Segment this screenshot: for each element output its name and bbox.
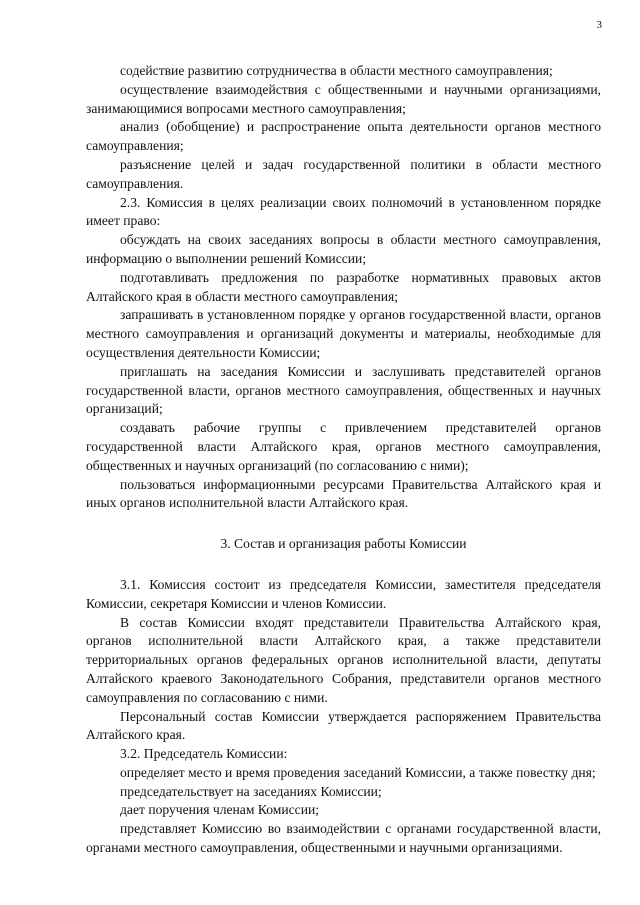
page-number: 3 <box>596 19 602 31</box>
paragraph: 3.1. Комиссия состоит из председателя Комиссии, заместителя председателя Комиссии, секретаря Комиссии и членов Комиссии. <box>86 576 601 611</box>
paragraph: создавать рабочие группы с привлечением представителей органов государственной власти Алтайского края, органов местного самоуправления, общественных и научных организаций (по согласованию с ними); <box>86 420 601 473</box>
paragraph: дает поручения членам Комиссии; <box>120 802 320 818</box>
paragraph: 2.3. Комиссия в целях реализации своих полномочий в установленном порядке имеет право: <box>86 194 601 229</box>
paragraph: осуществление взаимодействия с общественными и научными организациями, занимающимися вопросами местного самоуправления; <box>86 81 601 116</box>
paragraph: Персональный состав Комиссии утверждается распоряжением Правительства Алтайского края. <box>86 708 601 743</box>
paragraph: содействие развитию сотрудничества в области местного самоуправления; <box>120 63 553 78</box>
paragraph: разъяснение целей и задач государственной политики в области местного самоуправления. <box>86 156 601 191</box>
paragraph: подготавливать предложения по разработке нормативных правовых актов Алтайского края в области местного самоуправления; <box>86 269 601 304</box>
paragraph: 3.2. Председатель Комиссии: <box>120 746 288 762</box>
paragraph: председательствует на заседаниях Комиссии; <box>120 783 382 799</box>
paragraph: представляет Комиссию во взаимодействии с органами государственной власти, органами местного самоуправления, общественными и научными организациями. <box>86 821 601 856</box>
paragraph: анализ (обобщение) и распространение опыта деятельности органов местного самоуправления; <box>86 119 601 154</box>
document-body <box>86 62 601 858</box>
section-heading: 3. Состав и организация работы Комиссии <box>220 536 467 552</box>
paragraph: обсуждать на своих заседаниях вопросы в области местного самоуправления, информацию о выполнении решений Комиссии; <box>86 232 601 266</box>
paragraph: запрашивать в установленном порядке у органов государственной власти, органов местного самоуправления и организаций документы и материалы, необходимые для осуществления деятельности Комиссии; <box>86 307 601 360</box>
paragraph: определяет место и время проведения заседаний Комиссии, а также повестку дня; <box>120 764 596 780</box>
paragraph: пользоваться информационными ресурсами Правительства Алтайского края и иных органов исполнительной власти Алтайского края. <box>86 476 601 511</box>
paragraph: В состав Комиссии входят представители Правительства Алтайского края, органов исполнительной власти Алтайского края, а также представители территориальных органов федеральных органов исполнительной власти, депутаты Алтайского краевого Законодательного Собрания, представители органов местного самоуправления по согласованию с ними. <box>86 614 601 705</box>
paragraph: приглашать на заседания Комиссии и заслушивать представителей органов государственной власти, органов местного самоуправления, общественных и научных организаций; <box>86 363 601 417</box>
